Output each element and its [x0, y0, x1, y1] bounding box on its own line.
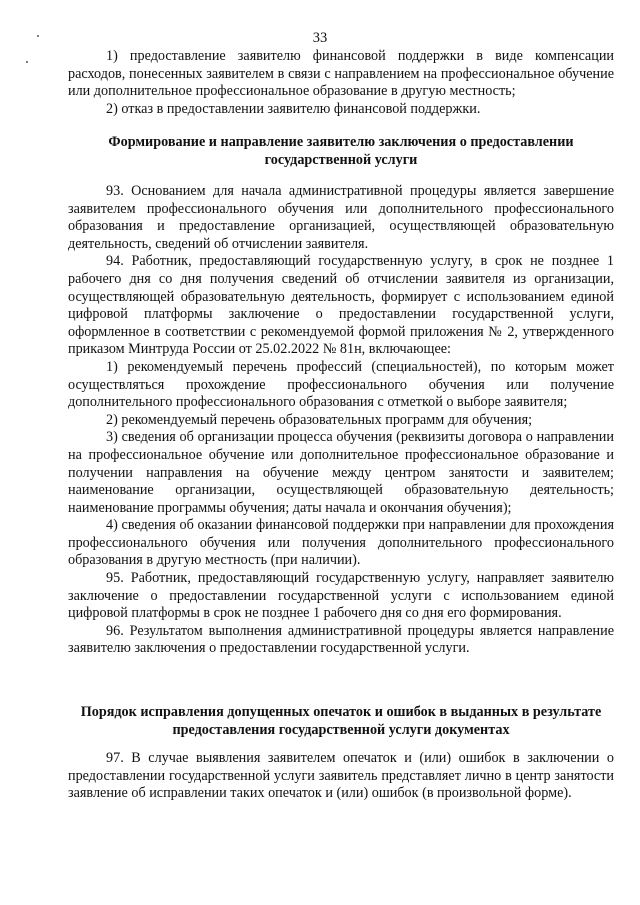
- list-item: 2) рекомендуемый перечень образовательных программ для обучения;: [106, 411, 533, 428]
- page-number: 33: [312, 30, 328, 46]
- section-body: [68, 750, 614, 803]
- section-body: [68, 183, 614, 658]
- paragraph: 97. В случае выявления заявителем опечаток и (или) ошибок в заключении о предоставлении государственной услуги заявитель представляет лично в центр занятости заявление об исправлении таких опечаток и (или) ошибок (в произвольной форме).: [68, 750, 614, 802]
- paragraph: 1) предоставление заявителю финансовой поддержки в виде компенсации расходов, понесенных заявителем в связи с направлением на профессиональное обучение или дополнительное профессиональное образование в другую местность;: [68, 48, 614, 100]
- list-item: 1) рекомендуемый перечень профессий (специальностей), по которым может осуществляться прохождение профессионального обучения или получение дополнительного профессионального образования с отметкой о выборе заявителя;: [68, 358, 614, 411]
- section-heading: Порядок исправления допущенных опечаток и ошибок в выданных в результате предоставления государственной услуги документах: [80, 704, 602, 738]
- list-item: 3) сведения об организации процесса обучения (реквизиты договора о направлении на профессиональное обучение или дополнительное профессиональное образование и получении направления на обучение между центром занятости и заявителем; наименование организации, осуществляющей образовательную деятельность; наименование программы обучения; даты начала и окончания обучения);: [68, 429, 614, 516]
- paragraph: 95. Работник, предоставляющий государственную услугу, направляет заявителю заключение о предоставлении государственной услуги с использованием единой цифровой платформы в срок не позднее 1 рабочего дня со дня его формирования.: [68, 570, 614, 622]
- scan-speck: [26, 61, 28, 63]
- list-item: 4) сведения об оказании финансовой поддержки при направлении для прохождения профессионального обучения или получения дополнительного профессионального образования в другую местность (при наличии).: [68, 517, 614, 569]
- paragraph: 2) отказ в предоставлении заявителю финансовой поддержки.: [106, 100, 481, 117]
- intro-block: [68, 48, 614, 118]
- paragraph: 93. Основанием для начала административной процедуры является завершение заявителем профессионального обучения или дополнительного профессионального образования и предоставление организацией, осуществляющей образовательную деятельность, сведений об отчислении заявителя.: [68, 183, 614, 252]
- paragraph: 94. Работник, предоставляющий государственную услугу, в срок не позднее 1 рабочего дня со дня получения сведений об отчислении заявителя из организации, осуществляющей образовательную деятельность, формирует с использованием единой цифровой платформы заключение о предоставлении государственной услуги, оформленное в соответствии с рекомендуемой формой приложения № 2, утвержденного приказом Минтруда России от 25.02.2022 № 81н, включающее:: [68, 253, 614, 358]
- paragraph: 96. Результатом выполнения административной процедуры является направление заявителю заключения о предоставлении государственной услуги.: [68, 622, 614, 657]
- section-heading: Формирование и направление заявителю заключения о предоставлении государственной услуги: [108, 134, 574, 168]
